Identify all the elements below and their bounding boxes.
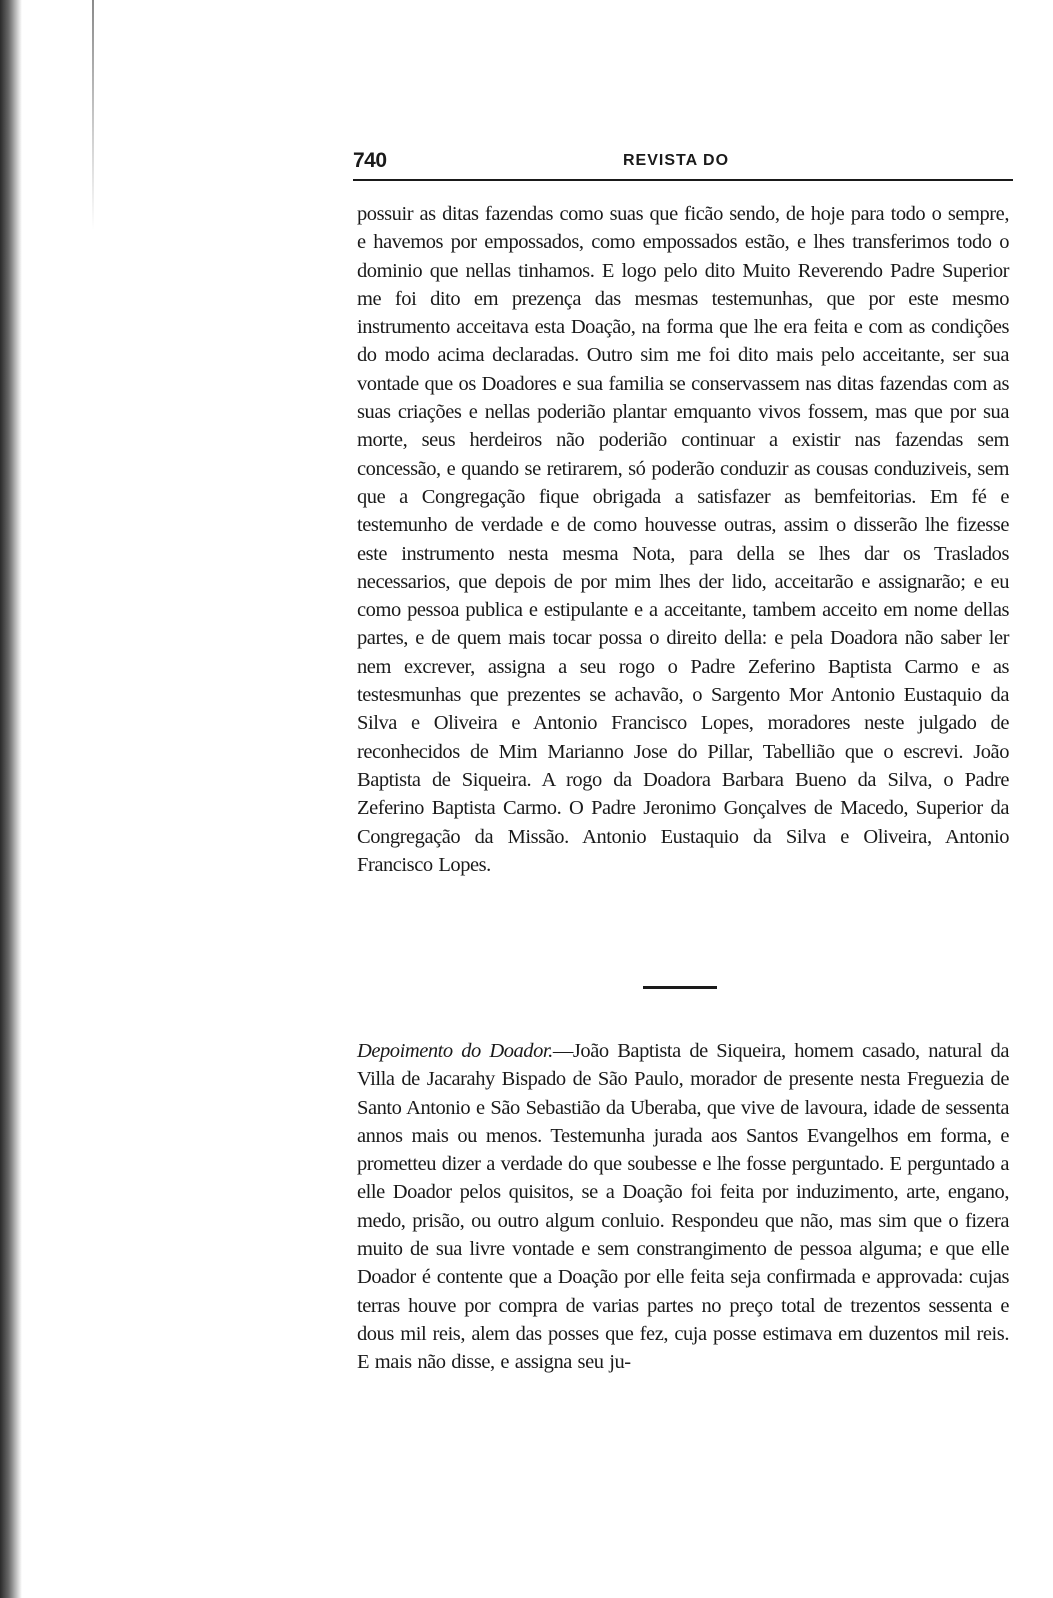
paragraph-heading: Depoimento do Doador.	[357, 1040, 553, 1062]
running-title: REVISTA DO	[623, 152, 730, 169]
page-header	[353, 143, 1013, 183]
header-rule	[353, 179, 1013, 181]
body-paragraph-1: possuir as ditas fazendas como suas que ficão sendo, de hoje para todo o sempre, e havemos por empossados, como empossados estão, e lhes transferimos todo o dominio que nellas tinhamos. E logo pelo dito Muito Reverendo Padre Superior me foi dito em prezença das mesmas testemunhas, que por este mesmo instrumento acceitava esta Doação, na forma que lhe era feita e com as condições do modo acima declaradas. Outro sim me foi dito mais pelo acceitante, ser sua vontade que os Doadores e sua familia se conservassem nas ditas fazendas com as suas criações e nellas poderião plantar emquanto vivos fossem, mas que por sua morte, seus herdeiros não poderião continuar a existir nas fazendas sem concessão, e quando se retirarem, só poderão conduzir as cousas conduziveis, sem que a Congregação fique obrigada a satisfazer as bemfeitorias. Em fé e testemunho de verdade e de como houvesse outras, assim o disserão lhe fizesse este instrumento nesta mesma Nota, para della se lhes dar os Traslados necessarios, que depois de por mim lhes der lido, acceitarão e assignarão; e eu como pessoa publica e estipulante e a acceitante, tambem acceito em nome dellas partes, e de quem mais tocar possa o direito della: e pela Doadora não saber ler nem excrever, assigna a seu rogo o Padre Zeferino Baptista Carmo e as testesmunhas que prezentes se achavão, o Sargento Mor Antonio Eustaquio da Silva e Oliveira e Antonio Francisco Lopes, moradores neste julgado de reconhecidos de Mim Marianno Jose do Pillar, Tabellião que o escrevi. João Baptista de Siqueira. A rogo da Doadora Barbara Bueno da Silva, o Padre Zeferino Baptista Carmo. O Padre Jeronimo Gonçalves de Macedo, Superior da Congregação da Missão. Antonio Eustaquio da Silva e Oliveira, Antonio Francisco Lopes.	[357, 203, 1009, 876]
heading-dash: —	[552, 1040, 573, 1062]
scan-edge-shadow	[0, 0, 22, 1598]
section-separator	[643, 986, 717, 989]
page-number: 740	[353, 149, 387, 172]
paragraph-text: João Baptista de Siqueira, homem casado, natural da Villa de Jacarahy Bispado de São Paulo, morador de presente nesta Freguezia de Santo Antonio e São Sebastião da Uberaba, que vive de lavoura, idade de sessenta annos mais ou menos. Testemunha jurada aos Santos Evangelhos em forma, e prometteu dizer a verdade do que soubesse e lhe fosse perguntado. E perguntado a elle Doador pelos quisitos, se a Doação foi feita por induzimento, arte, engano, medo, prisão, ou outro algum conluio. Respondeu que não, mas sim que o fizera muito de sua livre vontade e sem constrangimento de pessoa alguma; e que elle Doador é contente que a Doação por elle feita seja confirmada e approvada: cujas terras houve por compra de varias partes no preço total de trezentos sessenta e dous mil reis, alem das posses que fez, cuja posse estimava em duzentos mil reis. E mais não disse, e assigna seu ju-	[357, 1040, 1009, 1374]
scan-artifact-line	[92, 0, 94, 230]
body-paragraph-2	[357, 1037, 1009, 1377]
